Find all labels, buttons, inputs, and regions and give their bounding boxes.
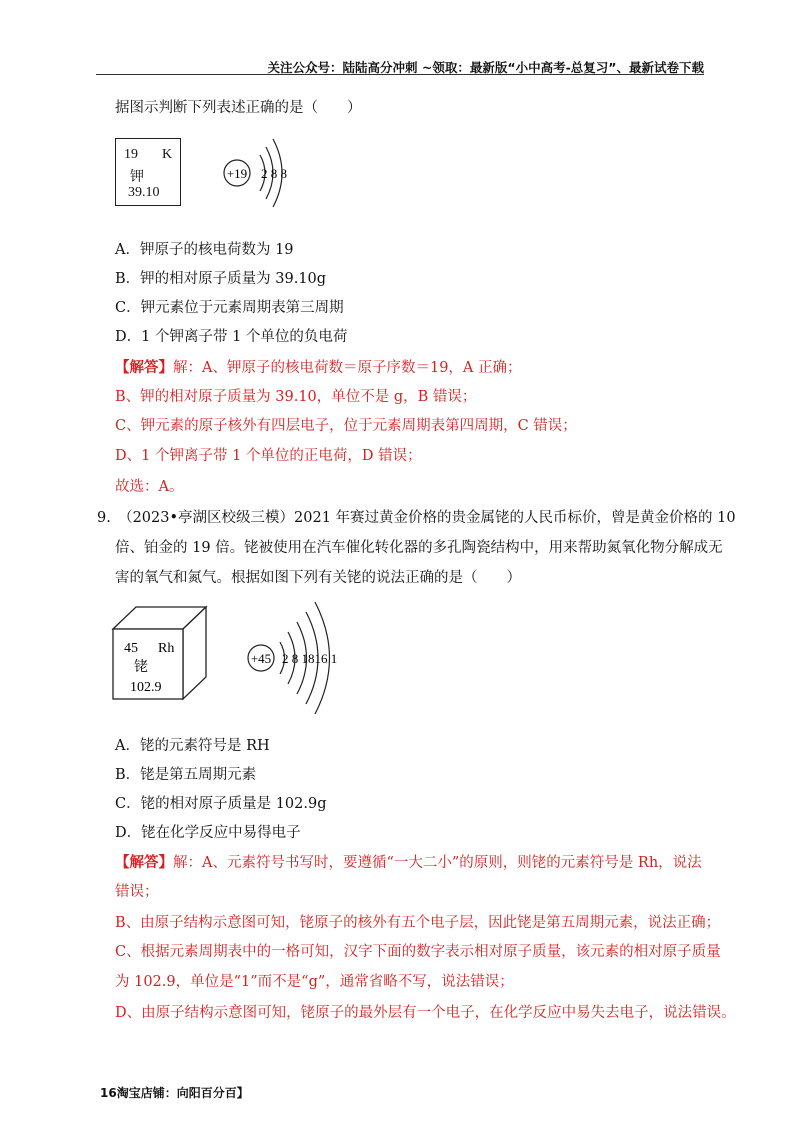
q9-stem-line-2: 倍、铂金的 19 倍。铑被使用在汽车催化转化器的多孔陶瓷结构中，用来帮助氮氧化物分解成无 [115,540,723,556]
q9-answer-line-1 [115,853,702,873]
q9-stem-line-1: 9. （2023•亭湖区校级三模）2021 年赛过黄金价格的贵金属铑的人民币标价，曾是黄金价格的 10 [97,510,736,526]
q8-option-d: D．1 个钾离子带 1 个单位的负电荷 [115,329,348,345]
header-divider [96,74,704,75]
q8-answer-line-3: C、钾元素的原子核外有四层电子，位于元素周期表第四周期，C 错误； [115,418,577,434]
q9-answer-line-2: 错误； [115,884,159,900]
q8-answer-line-2: B、钾的相对原子质量为 39.10，单位不是 g，B 错误； [115,389,477,405]
q8-atom-diagram [218,125,308,220]
q8-answer-line-5: 故选：A。 [115,479,184,495]
q9-atomic-number: 45 [124,641,138,656]
q9-option-d: D．铑在化学反应中易得电子 [115,825,301,841]
q8-element-name: 钾 [130,169,144,185]
q9-atomic-mass: 102.9 [130,680,162,695]
q9-answer-line-5: 为 102.9，单位是“1”而不是“g”，通常省略不写，说法错误； [115,974,514,990]
q9-atom-diagram [242,596,352,720]
q8-stem: 据图示判断下列表述正确的是（ ） [115,100,362,116]
page-header: 关注公众号：陆陆高分冲刺 ~领取：最新版“小中高考-总复习”、最新试卷下载 [267,60,704,75]
q8-nucleus-charge: +19 [226,166,248,181]
q9-element-name: 铑 [134,659,148,675]
q9-option-a: A．铑的元素符号是 RH [115,738,270,754]
q9-answer-text-1: 解：A、元素符号书写时，要遵循“一大二小”的原则，则铑的元素符号是 Rh，说法 [173,855,702,871]
q9-answer-line-4: C、根据元素周期表中的一格可知，汉字下面的数字表示相对原子质量，该元素的相对原子质量 [115,944,721,960]
q9-element-symbol: Rh [158,641,175,656]
q8-option-b: B．钾的相对原子质量为 39.10g [115,271,327,287]
q9-stem-line-3: 害的氧气和氮气。根据如图下列有关铑的说法正确的是（ ） [115,570,521,586]
page-footer: 16淘宝店铺：向阳百分百】 [100,1086,249,1100]
q8-answer-tag: 【解答】 [115,359,173,376]
q8-element-symbol: K [162,147,173,162]
q9-answer-line-6: D、由原子结构示意图可知，铑原子的最外层有一个电子，在化学反应中易失去电子，说法错误。 [115,1005,736,1021]
q8-option-c: C．钾元素位于元素周期表第三周期 [115,300,344,316]
q9-element-cube [110,604,210,704]
q9-shell-electrons: 2 8 1816 1 [282,651,338,666]
q8-element-card [115,138,181,206]
q8-option-a: A．钾原子的核电荷数为 19 [115,242,294,258]
q9-answer-line-3: B、由原子结构示意图可知，铑原子的核外有五个电子层，因此铑是第五周期元素，说法正确； [115,915,721,931]
q9-option-b: B．铑是第五周期元素 [115,767,257,783]
q9-option-c: C．铑的相对原子质量是 102.9g [115,796,327,812]
q8-answer-line-1 [115,358,522,378]
q8-atomic-number: 19 [124,147,138,162]
q8-atomic-mass: 39.10 [128,185,160,200]
q8-answer-text-1: 解：A、钾原子的核电荷数＝原子序数＝19，A 正确； [173,360,522,376]
q8-shell-electrons: 2 8 8 [261,166,287,181]
q8-answer-line-4: D、1 个钾离子带 1 个单位的正电荷，D 错误； [115,448,422,464]
q9-nucleus-charge: +45 [250,651,272,666]
q9-answer-tag: 【解答】 [115,854,173,871]
